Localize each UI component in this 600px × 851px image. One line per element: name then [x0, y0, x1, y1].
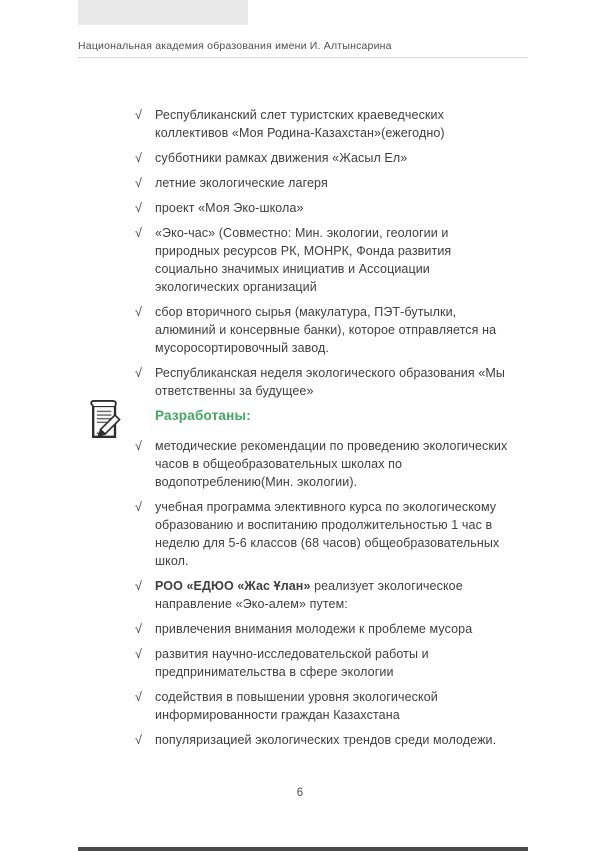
list-item-text: субботники рамках движения «Жасыл Ел»	[155, 151, 408, 165]
list-item-text: проект «Моя Эко-школа»	[155, 201, 304, 215]
check-mark-icon: √	[135, 226, 142, 240]
header-org-name: Национальная академия образования имени И. Алтынсарина	[78, 40, 392, 52]
list-item-text: методические рекомендации по проведению экологических часов в общеобразовательных школах по водопотреблению(Мин. экологии).	[155, 439, 508, 489]
list-item	[135, 106, 513, 142]
check-mark-icon: √	[135, 690, 142, 704]
list-item	[135, 364, 513, 400]
check-mark-icon: √	[135, 305, 142, 319]
check-mark-icon: √	[135, 151, 142, 165]
list-item-text: Республиканская неделя экологического образования «Мы ответственны за будущее»	[155, 366, 505, 398]
list-item-text: сбор вторичного сырья (макулатура, ПЭТ-бутылки, алюминий и консервные банки), которое отправляется на мусоросортировочный завод.	[155, 305, 497, 355]
list-item	[135, 620, 513, 638]
section-heading-row	[135, 407, 513, 425]
list-item-text: развития научно-исследовательской работы и предпринимательства в сфере экологии	[155, 647, 429, 679]
list-item-text	[155, 577, 513, 613]
check-mark-icon: √	[135, 579, 142, 593]
list-item-text: Республиканский слет туристских краеведческих коллективов «Моя Родина-Казахстан»(ежегодно)	[155, 108, 445, 140]
list-item	[135, 577, 513, 613]
list-item	[135, 645, 513, 681]
list-item	[135, 303, 513, 357]
page-content	[135, 106, 513, 756]
check-mark-icon: √	[135, 176, 142, 190]
list-item-rest: реализует экологическое направление «Эко-алем» путем:	[155, 579, 463, 611]
list-item-text: «Эко-час» (Совместно: Мин. экологии, геологии и природных ресурсов РК, МОНРК, Фонда развития социально значимых инициатив и Ассоциации экологических организаций	[155, 226, 452, 294]
footer-bar	[78, 847, 528, 851]
list-item	[135, 731, 513, 749]
list-item	[135, 498, 513, 570]
check-mark-icon: √	[135, 366, 142, 380]
page-number: 6	[296, 787, 304, 799]
list-item-text: содействия в повышении уровня экологической информированности граждан Казахстана	[155, 690, 438, 722]
list-item	[135, 149, 513, 167]
list-item	[135, 199, 513, 217]
list-item-text: учебная программа элективного курса по экологическому образованию и воспитанию продолжительностью 1 час в неделю для 5-6 классов (68 часов) общеобразовательных школ.	[155, 500, 500, 568]
check-mark-icon: √	[135, 647, 142, 661]
check-mark-icon: √	[135, 108, 142, 122]
check-mark-icon: √	[135, 622, 142, 636]
check-mark-icon: √	[135, 500, 142, 514]
header-rule	[78, 57, 528, 58]
list-item-bold-lead: РОО «ЕДЮО «Жас Ұлан»	[155, 579, 311, 593]
list-item	[135, 688, 513, 724]
list-item-text: популяризацией экологических трендов среди молодежи.	[155, 733, 497, 747]
list-item	[135, 224, 513, 296]
header-gray-block	[78, 0, 248, 25]
list-item-text: привлечения внимания молодежи к проблеме мусора	[155, 622, 473, 636]
section-heading: Разработаны:	[155, 408, 251, 423]
list-item	[135, 174, 513, 192]
list-item	[135, 437, 513, 491]
list-item-text: летние экологические лагеря	[155, 176, 328, 190]
check-mark-icon: √	[135, 733, 142, 747]
check-mark-icon: √	[135, 439, 142, 453]
notepad-pencil-icon	[85, 398, 125, 443]
check-mark-icon: √	[135, 201, 142, 215]
